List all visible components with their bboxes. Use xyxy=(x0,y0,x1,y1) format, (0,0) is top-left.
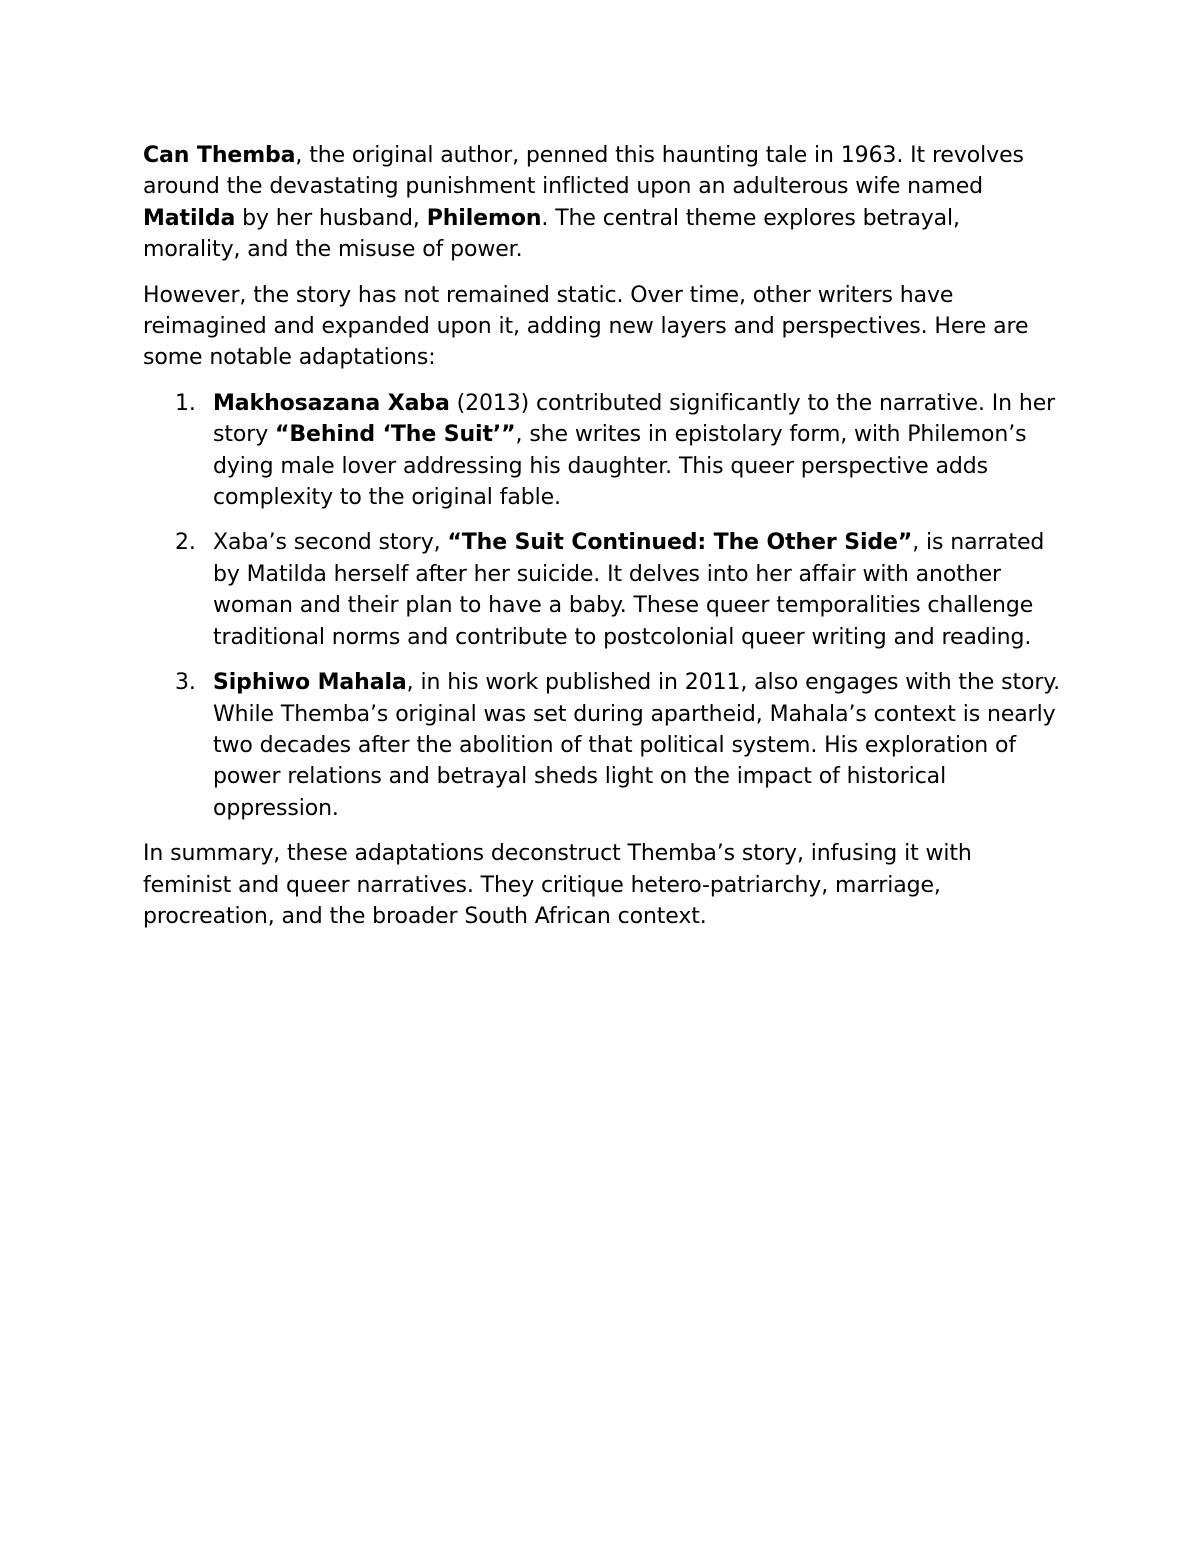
husband-name: Philemon xyxy=(426,205,542,231)
adaptation-author: Siphiwo Mahala xyxy=(213,670,407,696)
list-item xyxy=(143,667,1063,824)
adaptation-text-1: (2013) contributed significantly to the narrative. In her story xyxy=(213,390,1056,448)
adaptation-title: “Behind ‘The Suit’” xyxy=(275,422,516,448)
document-page xyxy=(143,140,1063,946)
intro-text-1: , the original author, penned this haunting tale in 1963. It revolves around the devastating punishment inflicted upon an adulterous wife named xyxy=(143,143,1024,200)
adaptation-text-2: , is narrated by Matilda herself after her suicide. It delves into her affair with another woman and their plan to have a baby. These queer temporalities challenge traditional norms and contribute to postcolonial queer writing and reading. xyxy=(213,530,1045,650)
list-item xyxy=(143,527,1063,653)
list-item xyxy=(143,388,1063,514)
intro-text-3: . The central theme explores betrayal, morality, and the misuse of power. xyxy=(143,205,960,263)
adaptations-intro-paragraph: However, the story has not remained static. Over time, other writers have reimagined and expanded upon it, adding new layers and perspectives. Here are some notable adaptations: xyxy=(143,282,1029,371)
adaptation-text-2: , she writes in epistolary form, with Philemon’s dying male lover addressing his daughter. This queer perspective adds complexity to the original fable. xyxy=(213,422,1027,511)
intro-text-2: by her husband, xyxy=(235,205,427,231)
adaptation-text-1: Xaba’s second story, xyxy=(213,530,448,556)
author-name: Can Themba xyxy=(143,143,296,168)
adaptation-title: “The Suit Continued: The Other Side” xyxy=(447,530,913,556)
intro-paragraph xyxy=(143,140,1063,266)
adaptation-author: Makhosazana Xaba xyxy=(213,390,450,416)
summary-paragraph: In summary, these adaptations deconstruct Themba’s story, infusing it with feminist and queer narratives. They critique hetero-patriarchy, marriage, procreation, and the broader South African context. xyxy=(143,841,972,929)
adaptations-list xyxy=(143,388,1063,824)
wife-name: Matilda xyxy=(143,205,236,231)
adaptation-text-1: , in his work published in 2011, also engages with the story. While Themba’s original was set during apartheid, Mahala’s context is nearly two decades after the abolition of that political system. His exploration of power relations and betrayal sheds light on the impact of historical oppression. xyxy=(213,670,1060,821)
list-item-number: 2. xyxy=(175,530,196,556)
list-item-number: 1. xyxy=(175,390,196,416)
list-item-number: 3. xyxy=(175,670,196,696)
